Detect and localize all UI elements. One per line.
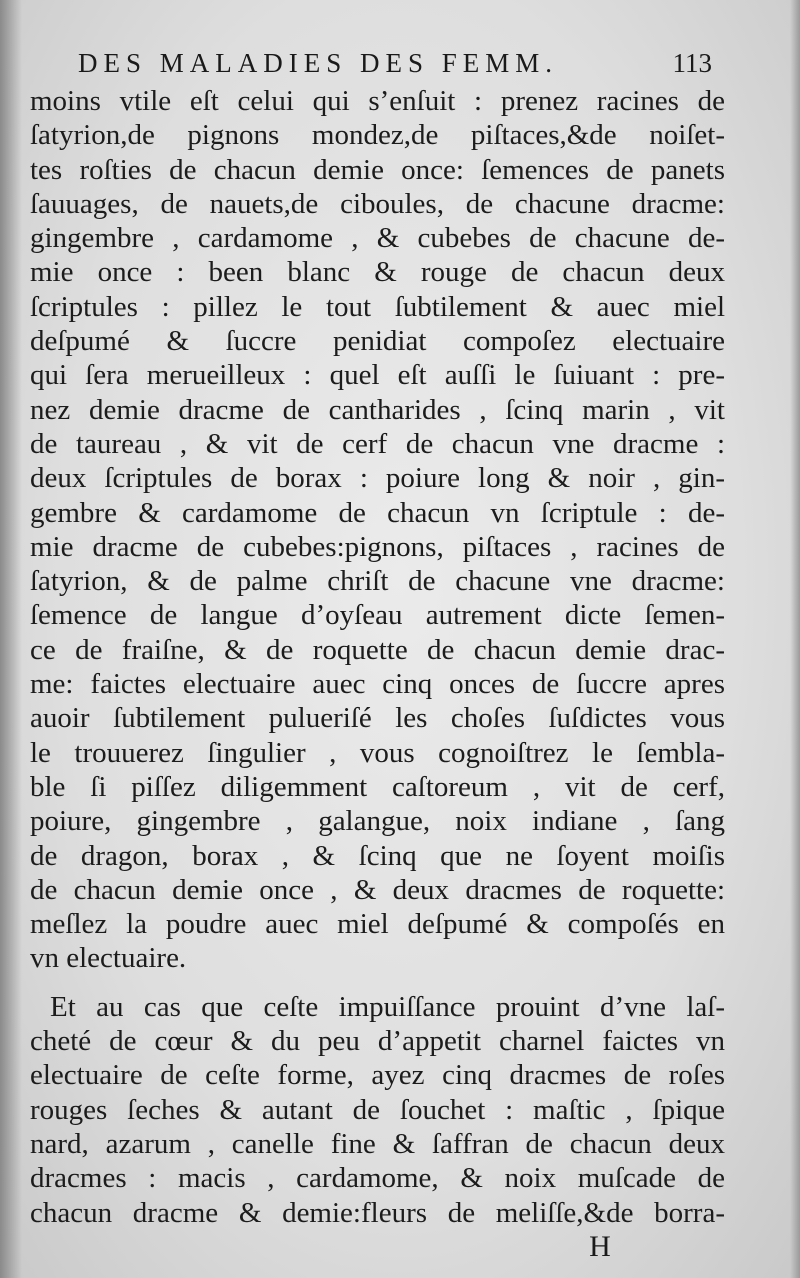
text-line: rouges ſeches & autant de ſouchet : maſtic , ſpique <box>30 1093 725 1126</box>
signature-mark: H <box>589 1230 611 1263</box>
text-line: gembre & cardamome de chacun vn ſcriptule : de- <box>30 496 725 529</box>
text-line: vn electuaire. <box>30 942 187 975</box>
text-line: me: faictes electuaire auec cinq onces de ſuccre apres <box>30 668 725 701</box>
page-header <box>70 44 720 84</box>
text-line: de dragon, borax , & ſcinq que ne ſoyent moiſis <box>30 839 725 872</box>
text-line: ſcriptules : pillez le tout ſubtilement & auec miel <box>30 290 725 323</box>
text-line: cheté de cœur & du peu d’appetit charnel faictes vn <box>30 1025 725 1058</box>
text-line: qui ſera merueilleux : quel eſt auſſi le ſuiuant : pre- <box>30 359 725 392</box>
text-line: ſatyrion, & de palme chriſt de chacune vne dracme: <box>30 565 725 598</box>
paragraph-1 <box>30 84 725 976</box>
text-line: deux ſcriptules de borax : poiure long & noir , gin- <box>30 462 725 495</box>
text-line: ce de fraiſne, & de roquette de chacun demie drac- <box>30 633 725 666</box>
text-line: mie dracme de cubebes:pignons, piſtaces , racines de <box>30 530 725 563</box>
text-line: ble ſi piſſez diligemment caſtoreum , vit de cerf, <box>30 770 725 803</box>
text-line: ſatyrion,de pignons mondez,de piſtaces,&de noiſet- <box>30 119 725 152</box>
text-line: moins vtile eſt celui qui s’enſuit : prenez racines de <box>30 85 725 117</box>
text-line: Et au cas que ceſte impuiſſance prouint d’vne laſ- <box>50 990 725 1023</box>
text-line: de taureau , & vit de cerf de chacun vne dracme : <box>30 427 725 460</box>
text-line: nez demie dracme de cantharides , ſcinq marin , vit <box>30 393 725 426</box>
gutter-shadow <box>0 0 22 1278</box>
running-title: DES MALADIES DES FEMM. <box>78 48 559 78</box>
text-line: de chacun demie once , & deux dracmes de roquette: <box>30 873 725 906</box>
text-line: ſauuages, de nauets,de ciboules, de chacune dracme: <box>30 187 725 220</box>
page-edge-shadow <box>790 0 800 1278</box>
text-line: le trouuerez ſingulier , vous cognoiſtrez le ſembla- <box>30 736 725 769</box>
page-number: 113 <box>672 48 712 78</box>
text-line: chacun dracme & demie:fleurs de meliſſe,&de borra- <box>30 1196 725 1229</box>
text-line: poiure, gingembre , galangue, noix indiane , ſang <box>30 805 725 838</box>
text-line: deſpumé & ſuccre penidiat compoſez electuaire <box>30 325 725 358</box>
paragraph-gap <box>30 976 725 990</box>
text-line: tes roſties de chacun demie once: ſemences de panets <box>30 153 725 186</box>
text-line: auoir ſubtilement pulueriſé les choſes ſuſdictes vous <box>30 702 725 735</box>
text-line: electuaire de ceſte forme, ayez cinq dracmes de roſes <box>30 1059 725 1092</box>
text-line: mie once : been blanc & rouge de chacun deux <box>30 256 725 289</box>
text-line: dracmes : macis , cardamome, & noix muſcade de <box>30 1162 725 1195</box>
text-line: nard, azarum , canelle fine & ſaffran de chacun deux <box>30 1127 725 1160</box>
text-line: meſlez la poudre auec miel deſpumé & compoſés en <box>30 908 725 941</box>
paragraph-2 <box>30 990 725 1230</box>
body-text <box>30 84 725 1230</box>
text-line: gingembre , cardamome , & cubebes de chacune de- <box>30 222 725 255</box>
text-line: ſemence de langue d’oyſeau autrement dicte ſemen- <box>30 599 725 632</box>
